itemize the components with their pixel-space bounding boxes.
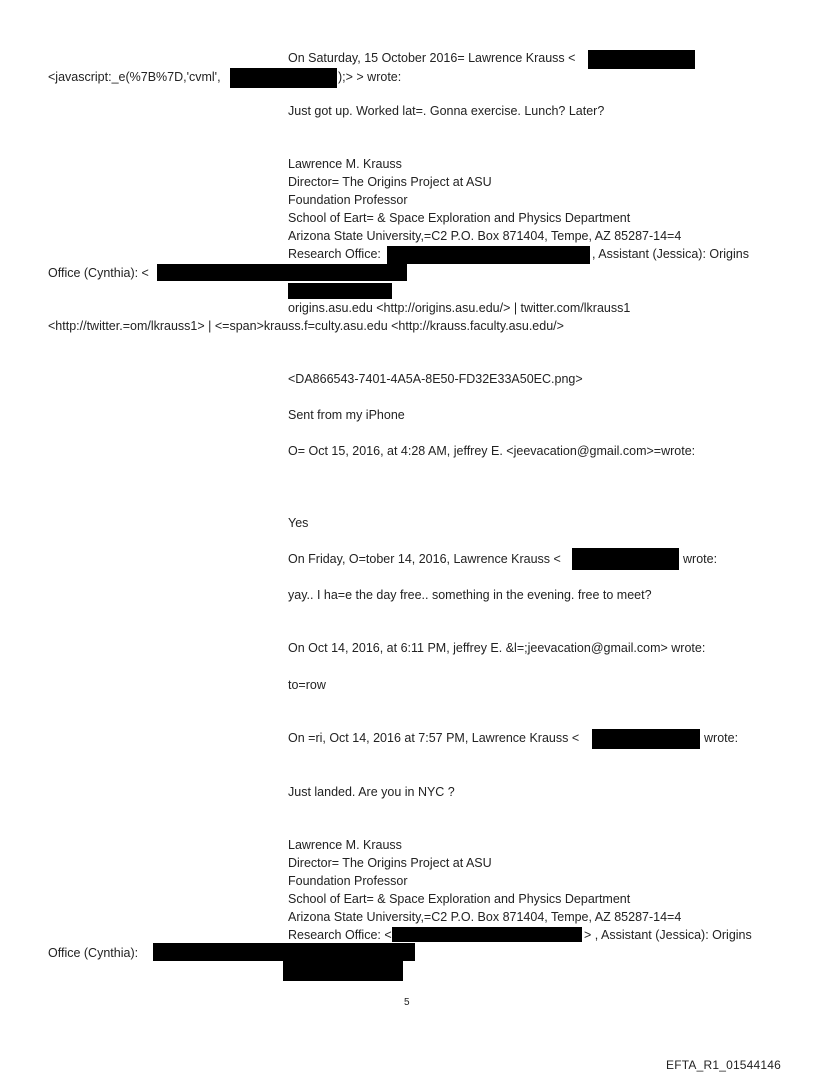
email-header-line: On Friday, O=tober 14, 2016, Lawrence Krauss < — [288, 552, 561, 566]
redaction-box — [153, 943, 415, 961]
redaction-box — [592, 729, 700, 749]
signature-line: Director= The Origins Project at ASU — [288, 856, 492, 870]
email-header-line: wrote: — [704, 731, 739, 745]
attachment-line: <DA866543-7401-4A5A-8E50-FD32E33A50EC.png> — [288, 372, 583, 386]
document-id-footer: EFTA_R1_01544146 — [666, 1058, 782, 1072]
signature-line: Lawrence M. Krauss — [288, 838, 402, 852]
signature-line: School of Eart= & Space Exploration and Physics Department — [288, 892, 631, 906]
email-body-text: yay.. I ha=e the day free.. something in the evening. free to meet? — [288, 588, 652, 602]
signature-line: Office (Cynthia): — [48, 946, 139, 960]
redaction-box — [288, 283, 392, 299]
redaction-box — [157, 264, 407, 281]
signature-line: origins.asu.edu <http://origins.asu.edu/> | twitter.com/lkrauss1 — [288, 301, 631, 315]
email-header-line: );> > wrote: — [338, 70, 402, 84]
signature-line: > , Assistant (Jessica): Origins — [584, 928, 752, 942]
signature-line: , Assistant (Jessica): Origins — [592, 247, 749, 261]
signature-line: School of Eart= & Space Exploration and Physics Department — [288, 211, 631, 225]
signature-line: Director= The Origins Project at ASU — [288, 175, 492, 189]
email-body-text: Yes — [288, 516, 309, 530]
signature-line: Arizona State University,=C2 P.O. Box 871404, Tempe, AZ 85287-14=4 — [288, 910, 682, 924]
redaction-box — [392, 927, 582, 942]
email-header-line: O= Oct 15, 2016, at 4:28 AM, jeffrey E. <jeevacation@gmail.com>=wrote: — [288, 444, 696, 458]
redaction-box — [572, 548, 679, 570]
page-number: 5 — [404, 997, 410, 1008]
signature-line: Foundation Professor — [288, 874, 408, 888]
redaction-box — [588, 50, 695, 69]
signature-line: Arizona State University,=C2 P.O. Box 871404, Tempe, AZ 85287-14=4 — [288, 229, 682, 243]
email-header-line: On Oct 14, 2016, at 6:11 PM, jeffrey E. &l=;jeevacation@gmail.com> wrote: — [288, 641, 706, 655]
email-header-line: On Saturday, 15 October 2016= Lawrence Krauss < — [288, 51, 576, 65]
email-body-text: Just landed. Are you in NYC ? — [288, 785, 455, 799]
email-header-line: On =ri, Oct 14, 2016 at 7:57 PM, Lawrence Krauss < — [288, 731, 580, 745]
signature-line: Research Office: < — [288, 928, 392, 942]
signature-line: <http://twitter.=om/lkrauss1> | <=span>krauss.f=culty.asu.edu <http://krauss.faculty.asu.edu/> — [48, 319, 564, 333]
email-header-line: <javascript:_e(%7B%7D,'cvml', — [48, 70, 221, 84]
redaction-box — [230, 68, 337, 88]
signature-line: Office (Cynthia): < — [48, 266, 149, 280]
signature-line: Lawrence M. Krauss — [288, 157, 402, 171]
redaction-box — [283, 960, 403, 981]
signature-line: Research Office: — [288, 247, 381, 261]
signature-line: Foundation Professor — [288, 193, 408, 207]
email-body-text: Sent from my iPhone — [288, 408, 405, 422]
email-header-line: wrote: — [683, 552, 718, 566]
email-body-text: to=row — [288, 678, 326, 692]
redaction-box — [387, 246, 590, 264]
email-body-text: Just got up. Worked lat=. Gonna exercise. Lunch? Later? — [288, 104, 605, 118]
